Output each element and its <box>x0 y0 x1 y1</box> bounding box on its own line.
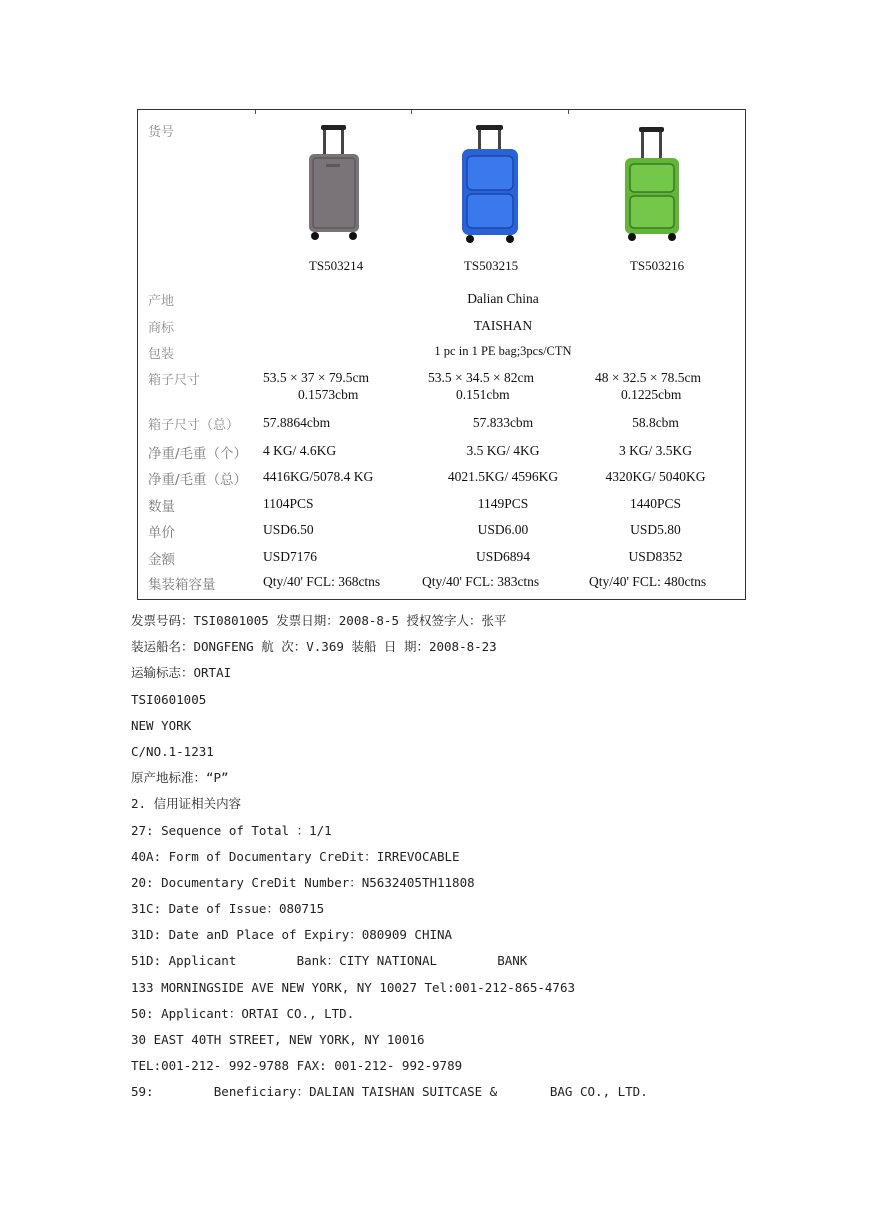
row-value: Qty/40' FCL: 480ctns <box>589 574 707 589</box>
text-line: NEW YORK <box>131 717 192 733</box>
text-line: 59: Beneficiary：DALIAN TAISHAN SUITCASE & BAG CO., LTD. <box>131 1084 648 1100</box>
text-line: 30 EAST 40TH STREET, NEW YORK, NY 10016 <box>131 1032 425 1047</box>
row-value: 3.5 KG/ 4KG <box>466 443 540 458</box>
row-label: 净重/毛重（总） <box>148 472 248 488</box>
row-value: USD8352 <box>628 549 683 564</box>
document-body <box>131 611 648 1109</box>
row-value: 57.8864cbm <box>263 415 331 430</box>
label-origin: 产地 <box>148 294 175 309</box>
product-code: TS503216 <box>629 258 685 273</box>
row-value: USD7176 <box>263 549 318 564</box>
row-value: USD6.50 <box>263 522 314 537</box>
row-label: 箱子尺寸（总） <box>148 418 240 433</box>
text-line: 51D: Applicant Bank：CITY NATIONAL BANK <box>131 953 528 969</box>
gray-suitcase-icon <box>303 122 369 242</box>
column-tick <box>411 110 412 114</box>
row-label: 集装箱容量 <box>148 577 216 593</box>
row-value: 1149PCS <box>477 496 529 511</box>
label-carton-size: 箱子尺寸 <box>148 373 201 388</box>
carton-dims: 48 × 32.5 × 78.5cm <box>595 370 701 385</box>
row-value: 4021.5KG/ 4596KG <box>447 469 559 484</box>
text-line: C/NO.1-1231 <box>131 743 214 759</box>
text-line: 原产地标准：“P” <box>131 770 229 786</box>
label-item-no: 货号 <box>148 125 175 140</box>
row-label: 金额 <box>148 552 175 568</box>
row-value: USD5.80 <box>630 522 681 537</box>
value-packing: 1 pc in 1 PE bag;3pcs/CTN <box>434 344 572 358</box>
row-value: 4416KG/5078.4 KG <box>263 469 374 484</box>
carton-cbm: 0.151cbm <box>456 387 510 402</box>
row-value: Qty/40' FCL: 383ctns <box>422 574 540 589</box>
text-line: 装运船名：DONGFENG 航 次：V.369 装船 日 期：2008-8-23 <box>131 639 497 655</box>
carton-dims: 53.5 × 37 × 79.5cm <box>263 370 369 385</box>
text-line: 31C: Date of Issue：080715 <box>131 901 325 917</box>
text-line: 50: Applicant：ORTAI CO., LTD. <box>131 1005 355 1021</box>
text-line: 40A: Form of Documentary CreDit：IRREVOCABLE <box>131 848 460 864</box>
row-label: 净重/毛重（个） <box>148 446 248 462</box>
row-label: 数量 <box>148 499 175 515</box>
value-brand: TAISHAN <box>473 318 533 333</box>
product-code: TS503215 <box>463 258 519 273</box>
product-table <box>137 109 746 600</box>
row-value: USD6894 <box>475 549 530 564</box>
text-line: 31D: Date anD Place of Expiry：080909 CHINA <box>131 927 453 943</box>
column-tick <box>255 110 256 114</box>
text-line: TEL:001-212- 992-9788 FAX: 001-212- 992-9789 <box>131 1058 463 1074</box>
green-suitcase-icon <box>619 122 687 244</box>
carton-dims: 53.5 × 34.5 × 82cm <box>428 370 534 385</box>
label-packing: 包装 <box>148 347 175 362</box>
row-label: 单价 <box>148 525 175 541</box>
row-value: 4320KG/ 5040KG <box>605 469 706 484</box>
text-line: 133 MORNINGSIDE AVE NEW YORK, NY 10027 Tel:001-212-865-4763 <box>131 979 576 995</box>
text-line: 27: Sequence of Total ：1/1 <box>131 822 332 838</box>
text-line: TSI0601005 <box>131 691 207 707</box>
text-line: 2. 信用证相关内容 <box>131 796 242 812</box>
row-value: 4 KG/ 4.6KG <box>263 443 337 458</box>
row-value: USD6.00 <box>477 522 529 537</box>
text-line: 发票号码：TSI0801005 发票日期：2008-8-5 授权签字人：张平 <box>131 613 507 628</box>
row-value: 1104PCS <box>263 496 314 511</box>
blue-suitcase-icon <box>456 122 526 246</box>
product-code: TS503214 <box>308 258 364 273</box>
carton-cbm: 0.1225cbm <box>621 387 682 402</box>
value-origin: Dalian China <box>467 291 539 306</box>
row-value: 3 KG/ 3.5KG <box>618 443 693 458</box>
row-value: 1440PCS <box>629 496 682 511</box>
carton-cbm: 0.1573cbm <box>298 387 359 402</box>
label-brand: 商标 <box>148 321 175 336</box>
row-value: 57.833cbm <box>472 415 534 430</box>
row-value: 58.8cbm <box>632 415 679 430</box>
text-line: 运输标志：ORTAI <box>131 665 232 681</box>
row-value: Qty/40' FCL: 368ctns <box>263 574 381 589</box>
column-tick <box>568 110 569 114</box>
text-line: 20: Documentary CreDit Number：N5632405TH11808 <box>131 874 475 890</box>
